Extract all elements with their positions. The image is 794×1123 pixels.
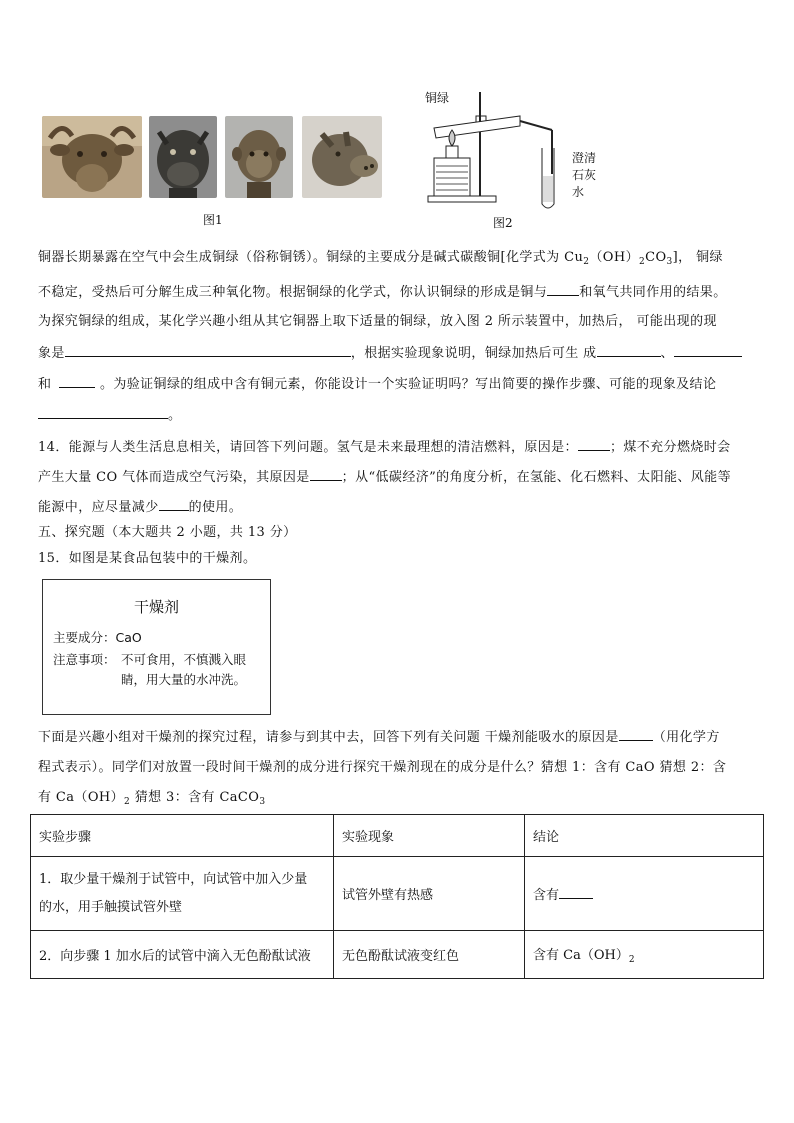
figure2-caption: 图2: [493, 216, 513, 230]
limewater-label-1: 澄清: [572, 151, 597, 165]
row2-step: 2．向步骤 1 加水后的试管中滴入无色酚酞试液: [31, 931, 334, 979]
q15-intro: 15．如图是某食品包装中的干燥剂。: [38, 551, 257, 566]
note-label: 注意事项：: [53, 652, 116, 667]
row1-conclusion: 含有: [525, 857, 764, 931]
monkey-head-photo: [225, 116, 293, 198]
row1-step: 1．取少量干燥剂于试管中，向试管中加入少量 的水，用手触摸试管外壁: [31, 857, 334, 931]
para13-line5: 和 。为验证铜绿的组成中含有铜元素，你能设计一个实验证明吗？写出简要的操作步骤、可能的现象及结论: [38, 374, 760, 394]
para13-line6: 。: [38, 405, 760, 425]
table-row: [31, 931, 764, 979]
table-header-row: [31, 815, 764, 857]
q15-line1: 下面是兴趣小组对干燥剂的探究过程，请参与到其中去，回答下列有关问题 干燥剂能吸水的原因是 （用化学方: [38, 727, 760, 747]
note-line1: 不可食用，不慎溅入眼: [121, 652, 247, 667]
answer-blank[interactable]: [159, 497, 189, 511]
para13-line4: 象是 ，根据实验现象说明，铜绿加热后可生 成 、: [38, 343, 760, 363]
para13-line1: 铜器长期暴露在空气中会生成铜绿（俗称铜锈）。铜绿的主要成分是碱式碳酸铜[化学式为 $Cu_2(OH)_2CO_3$]， 铜绿: [38, 250, 723, 267]
limewater-label-2: 石灰: [572, 168, 597, 182]
answer-blank[interactable]: [65, 343, 351, 357]
figure1-caption: 图1: [203, 213, 223, 227]
answer-blank[interactable]: [674, 343, 742, 357]
copper-green-label: 铜绿: [425, 91, 450, 105]
row1-phenomenon: 试管外壁有热感: [334, 857, 525, 931]
q14-line3: 能源中，应尽量减少 的使用。: [38, 497, 760, 517]
header-phenomenon: 实验现象: [334, 815, 525, 857]
para13-line2: 不稳定，受热后可分解生成三种氧化物。根据铜绿的化学式，你认识铜绿的形成是铜与 和氧气共同作用的结果。: [38, 282, 760, 302]
ox-head-photo: [42, 116, 142, 198]
main-component: 主要成分：CaO: [53, 630, 142, 645]
answer-blank[interactable]: [619, 727, 653, 741]
answer-blank[interactable]: [559, 885, 593, 899]
experiment-table: [30, 814, 764, 979]
desiccant-label-card: [42, 579, 271, 715]
answer-blank[interactable]: [59, 374, 95, 388]
q15-line3: 有 $Ca(OH)_2$ 猜想 3：含有 CaCO$_3$: [38, 790, 266, 807]
tiger-head-photo: [149, 116, 217, 198]
header-step: 实验步骤: [31, 815, 334, 857]
desiccant-title: 干燥剂: [133, 598, 179, 616]
limewater-label-3: 水: [572, 185, 585, 199]
pig-head-photo: [302, 116, 382, 198]
answer-blank[interactable]: [547, 282, 579, 296]
header-conclusion: 结论: [525, 815, 764, 857]
answer-blank[interactable]: [310, 467, 342, 481]
q14-line1: 14．能源与人类生活息息相关，请回答下列问题。氢气是未来最理想的清洁燃料，原因是： ；煤不充分燃烧时会: [38, 437, 760, 457]
note-line2: 睛，用大量的水冲洗。: [121, 672, 247, 687]
q14-line2: 产生大量 CO 气体而造成空气污染，其原因是 ；从“低碳经济”的角度分析，在氢能、化石燃料、太阳能、风能等: [38, 467, 760, 487]
q15-line2: 程式表示）。同学们对放置一段时间干燥剂的成分进行探究干燥剂现在的成分是什么？猜想 1：含有 CaO 猜想 2：含: [38, 760, 727, 775]
para13-line3: 为探究铜绿的组成，某化学兴趣小组从其它铜器上取下适量的铜绿，放入图 2 所示装置中，加热后， 可能出现的现: [38, 314, 717, 329]
row2-conclusion: 含有 $Ca(OH)_2$: [525, 931, 764, 979]
table-row: [31, 857, 764, 931]
answer-blank[interactable]: [578, 437, 610, 451]
row2-phenomenon: 无色酚酞试液变红色: [334, 931, 525, 979]
answer-blank[interactable]: [597, 343, 661, 357]
answer-blank[interactable]: [38, 405, 168, 419]
section-heading: 五、探究题（本大题共 2 小题，共 13 分）: [38, 525, 297, 540]
